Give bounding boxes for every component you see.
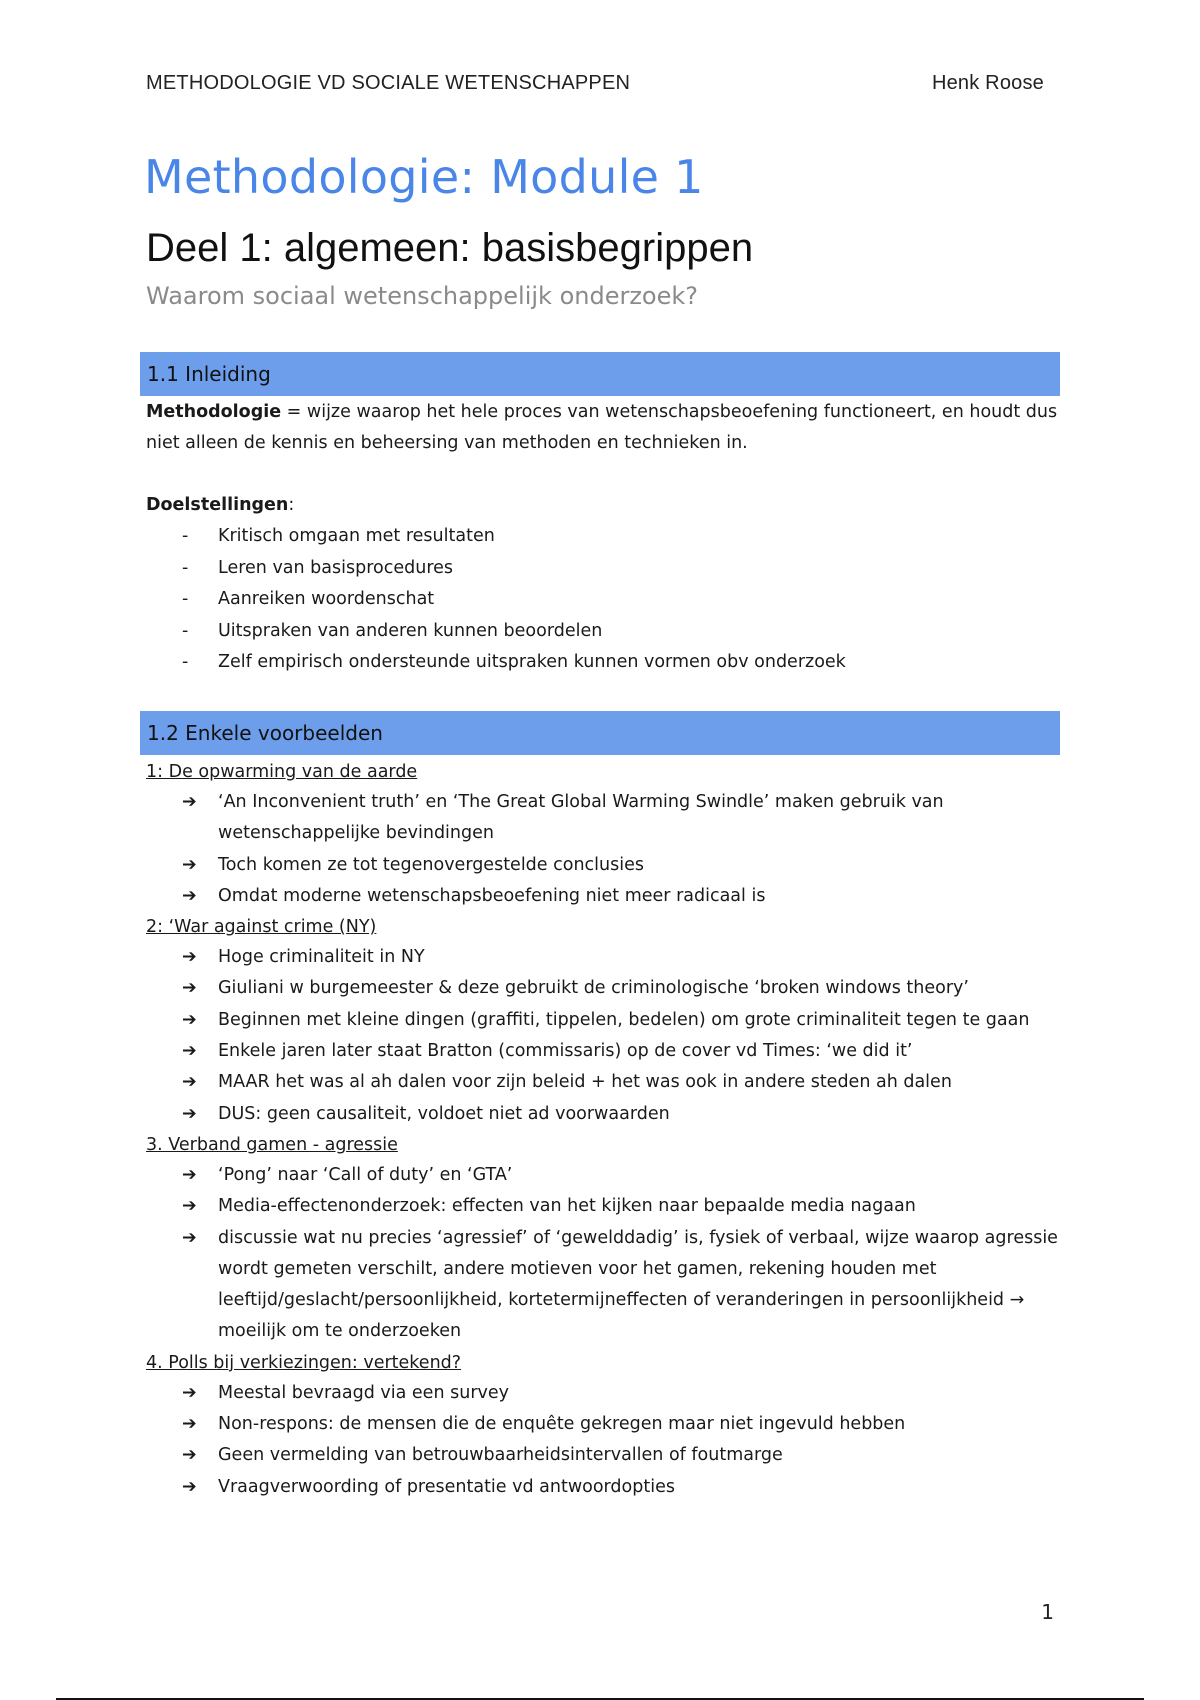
definition-term: Methodologie xyxy=(146,402,282,422)
list-item-text: Non-respons: de mensen die de enquête gekregen maar niet ingevuld hebben xyxy=(218,1414,906,1435)
list-item-text: Zelf empirisch ondersteunde uitspraken kunnen vormen obv onderzoek xyxy=(218,652,846,672)
running-header xyxy=(146,72,1044,95)
author-name: Henk Roose xyxy=(931,72,1044,94)
arrow-icon: ➔ xyxy=(182,1041,197,1062)
arrow-icon: ➔ xyxy=(182,978,197,999)
list-item xyxy=(146,1440,1061,1471)
arrow-icon: ➔ xyxy=(182,885,197,906)
example-title: 4. Polls bij verkiezingen: vertekend? xyxy=(146,1352,462,1373)
list-item-text: Toch komen ze tot tegenovergestelde conclusies xyxy=(218,854,644,875)
page-number: 1 xyxy=(1041,1600,1054,1624)
list-item-text: Kritisch omgaan met resultaten xyxy=(218,526,495,546)
arrow-icon: ➔ xyxy=(182,1196,197,1217)
list-item-text: Uitspraken van anderen kunnen beoordelen xyxy=(218,620,603,641)
dash-bullet: - xyxy=(182,652,189,672)
course-name: METHODOLOGIE VD SOCIALE WETENSCHAPPEN xyxy=(146,72,631,94)
dash-bullet: - xyxy=(182,526,189,546)
list-item-text: Enkele jaren later staat Bratton (commissaris) op de cover vd Times: ‘we did it’ xyxy=(218,1041,913,1062)
list-item-text: Vraagverwoording of presentatie vd antwoordopties xyxy=(218,1476,675,1497)
arrow-icon: ➔ xyxy=(182,1072,197,1093)
list-item-text: Leren van basisprocedures xyxy=(218,557,454,578)
page-title: Methodologie: Module 1 xyxy=(144,150,704,204)
arrow-icon: ➔ xyxy=(182,1164,197,1185)
list-item xyxy=(146,1191,1061,1222)
list-item-text: ‘An Inconvenient truth’ en ‘The Great Global Warming Swindle’ maken gebruik van wetenschappelijke bevindingen xyxy=(218,792,944,844)
list-item-text: ‘Pong’ naar ‘Call of duty’ en ‘GTA’ xyxy=(218,1164,513,1185)
section-voorbeelden-body xyxy=(146,757,1061,1503)
section-question: Waarom sociaal wetenschappelijk onderzoek? xyxy=(146,282,699,310)
arrow-icon: ➔ xyxy=(182,1414,197,1435)
section-heading-voorbeelden: 1.2 Enkele voorbeelden xyxy=(140,711,1060,755)
list-item xyxy=(146,1223,1061,1348)
list-item xyxy=(146,1409,1061,1440)
dash-bullet: - xyxy=(182,589,189,609)
arrow-icon: ➔ xyxy=(182,947,197,968)
section-inleiding-body xyxy=(146,397,1061,679)
definition-text: = wijze waarop het hele proces van wetenschapsbeoefening functioneert, en houdt dus niet alleen de kennis en beheersing van methoden en technieken in. xyxy=(146,402,1058,453)
arrow-icon: ➔ xyxy=(182,1009,197,1030)
list-item xyxy=(146,881,1061,912)
arrow-icon: ➔ xyxy=(182,1382,197,1403)
list-item-text: Omdat moderne wetenschapsbeoefening niet meer radicaal is xyxy=(218,885,766,906)
list-item xyxy=(146,521,1061,553)
list-item xyxy=(146,1472,1061,1503)
list-item-text: Beginnen met kleine dingen (graffiti, tippelen, bedelen) om grote criminaliteit tegen te gaan xyxy=(218,1009,1030,1030)
goals-colon: : xyxy=(288,495,295,515)
list-item xyxy=(146,616,1061,648)
arrow-icon: ➔ xyxy=(182,854,197,875)
arrow-icon: ➔ xyxy=(182,1227,197,1248)
page-subtitle: Deel 1: algemeen: basisbegrippen xyxy=(146,226,754,270)
dash-bullet: - xyxy=(182,620,189,641)
goals-list xyxy=(146,521,1061,679)
section-heading-inleiding: 1.1 Inleiding xyxy=(140,352,1060,396)
list-item xyxy=(146,647,1061,679)
list-item-text: Giuliani w burgemeester & deze gebruikt de criminologische ‘broken windows theory’ xyxy=(218,978,969,999)
list-item-text: DUS: geen causaliteit, voldoet niet ad voorwaarden xyxy=(218,1103,670,1124)
list-item xyxy=(146,1036,1061,1067)
arrow-icon: ➔ xyxy=(182,1445,197,1466)
example-list xyxy=(146,1160,1061,1348)
example-title: 3. Verband gamen - agressie xyxy=(146,1134,398,1155)
example-title: 2: ‘War against crime (NY) xyxy=(146,917,377,938)
list-item-text: discussie wat nu precies ‘agressief’ of ‘gewelddadig’ is, fysiek of verbaal, wijze waarop agressie wordt gemeten verschilt, andere motieven voor het gamen, rekening houden met leeftijd/geslacht/persoonlijkheid, kortetermijneffecten of veranderingen in persoonlijkheid → moeilijk om te onderzoeken xyxy=(218,1227,1058,1342)
list-item-text: Geen vermelding van betrouwbaarheidsintervallen of foutmarge xyxy=(218,1445,783,1466)
example-list xyxy=(146,787,1061,912)
list-item-text: Aanreiken woordenschat xyxy=(218,589,435,609)
dash-bullet: - xyxy=(182,557,189,578)
list-item-text: MAAR het was al ah dalen voor zijn beleid + het was ook in andere steden ah dalen xyxy=(218,1072,952,1093)
list-item-text: Meestal bevraagd via een survey xyxy=(218,1382,509,1403)
list-item xyxy=(146,1005,1061,1036)
list-item xyxy=(146,973,1061,1004)
list-item xyxy=(146,553,1061,585)
definition-paragraph xyxy=(146,397,1061,459)
list-item xyxy=(146,850,1061,881)
list-item xyxy=(146,584,1061,616)
example-title: 1: De opwarming van de aarde xyxy=(146,762,418,782)
list-item-text: Hoge criminaliteit in NY xyxy=(218,947,425,968)
list-item xyxy=(146,942,1061,973)
goals-label-line xyxy=(146,490,1061,521)
goals-label: Doelstellingen xyxy=(146,495,289,515)
arrow-icon: ➔ xyxy=(182,792,197,812)
arrow-icon: ➔ xyxy=(182,1476,197,1497)
list-item xyxy=(146,787,1061,850)
list-item xyxy=(146,1067,1061,1098)
arrow-icon: ➔ xyxy=(182,1103,197,1124)
list-item xyxy=(146,1099,1061,1130)
list-item-text: Media-effectenonderzoek: effecten van het kijken naar bepaalde media nagaan xyxy=(218,1196,916,1217)
example-list xyxy=(146,942,1061,1130)
list-item xyxy=(146,1160,1061,1191)
example-list xyxy=(146,1378,1061,1503)
list-item xyxy=(146,1378,1061,1409)
